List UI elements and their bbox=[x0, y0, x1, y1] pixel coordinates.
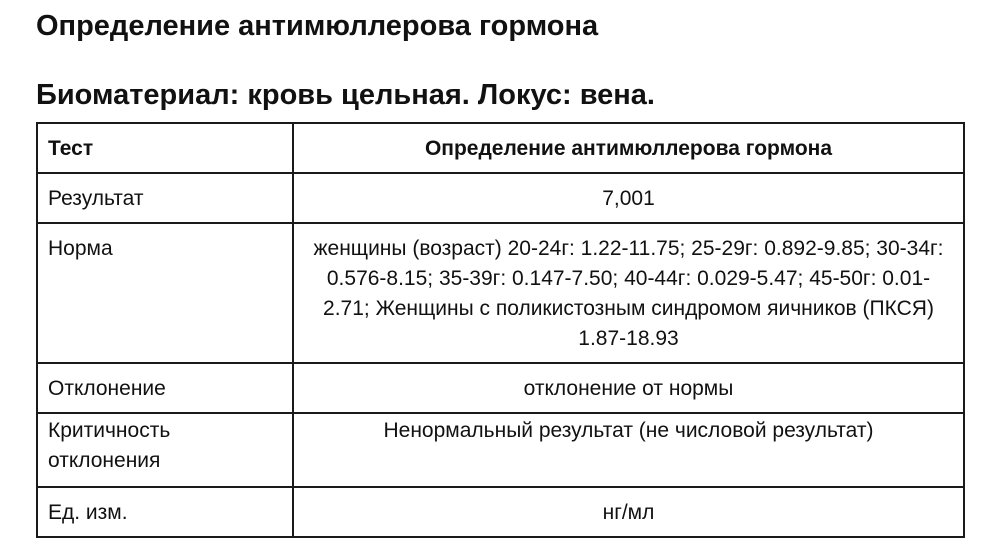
value-cell bbox=[293, 173, 964, 223]
test-name-value: Определение антимюллерова гормона bbox=[424, 137, 833, 160]
table-row-deviation bbox=[37, 363, 964, 413]
results-table bbox=[36, 122, 965, 538]
value-cell bbox=[293, 413, 964, 487]
units-label: Ед. изм. bbox=[48, 501, 128, 524]
units-value: нг/мл bbox=[602, 501, 655, 524]
deviation-value: отклонение от нормы bbox=[523, 377, 734, 400]
table-row-units bbox=[37, 487, 964, 537]
label-cell bbox=[37, 173, 293, 223]
value-cell bbox=[293, 223, 964, 363]
norm-value: женщины (возраст) 20-24г: 1.22-11.75; 25-29г: 0.892-9.85; 30-34г: 0.576-8.15; 35-39г: 0.147-7.50; 40-44г: 0.029-5.47; 45-50г: 0.01-2.71; Женщины с поликистозным синдромом яичников (ПКСЯ) 1.87-18.93 bbox=[313, 237, 944, 350]
table-row-test bbox=[37, 123, 964, 173]
deviation-label: Отклонение bbox=[48, 377, 166, 400]
value-cell bbox=[293, 487, 964, 537]
value-cell bbox=[293, 123, 964, 173]
result-label: Результат bbox=[48, 187, 144, 210]
table-row-result bbox=[37, 173, 964, 223]
table-row-norm bbox=[37, 223, 964, 363]
label-cell bbox=[37, 363, 293, 413]
criticality-value: Ненормальный результат (не числовой результат) bbox=[383, 419, 874, 442]
label-cell bbox=[37, 223, 293, 363]
value-cell bbox=[293, 363, 964, 413]
table-row-criticality bbox=[37, 413, 964, 487]
norm-label: Норма bbox=[48, 237, 113, 260]
label-cell bbox=[37, 487, 293, 537]
page-title: Определение антимюллерова гормона bbox=[36, 10, 599, 42]
criticality-label: Критичность отклонения bbox=[48, 419, 171, 472]
label-cell bbox=[37, 413, 293, 487]
result-value: 7,001 bbox=[602, 187, 655, 210]
label-cell bbox=[37, 123, 293, 173]
page-subtitle: Биоматериал: кровь цельная. Локус: вена. bbox=[36, 79, 655, 111]
test-label: Тест bbox=[48, 137, 94, 160]
